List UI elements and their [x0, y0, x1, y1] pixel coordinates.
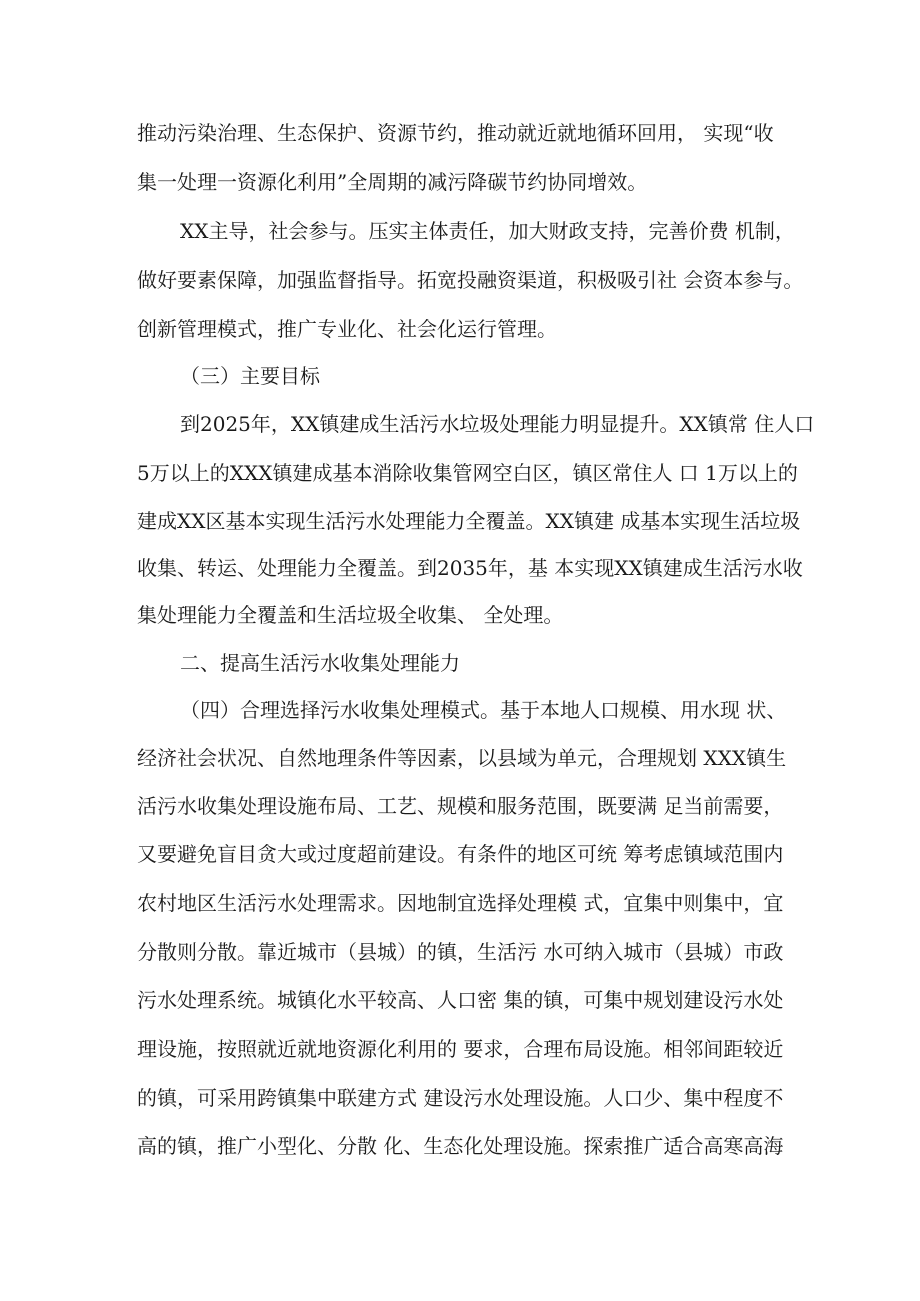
text-line: 创新管理模式，推广专业化、社会化运行管理。: [137, 317, 557, 341]
text-line: 污水处理系统。城镇化水平较高、人口密 集的镇，可集中规划建设污水处: [137, 988, 784, 1012]
text-line: 集处理能力全覆盖和生活垃圾全收集、 全处理。: [137, 603, 564, 627]
text-line: 集一处理一资源化利用”全周期的减污降碳节约协同增效。: [137, 170, 648, 194]
text-line: 5万以上的XXX镇建成基本消除收集管网空白区，镇区常住人 口 1万以上的: [137, 461, 798, 485]
text-line: 经济社会状况、自然地理条件等因素，以县域为单元，合理规划 XXX镇生: [137, 746, 787, 770]
text-line: 建成XX区基本实现生活污水处理能力全覆盖。XX镇建 成基本实现生活垃圾: [137, 509, 801, 533]
text-line: 分散则分散。靠近城市（县城）的镇，生活污 水可纳入城市（县城）市政: [137, 940, 784, 964]
text-line: 推动污染治理、生态保护、资源节约，推动就近就地循环回用， 实现“收: [137, 121, 774, 145]
text-line: 理设施，按照就近就地资源化利用的 要求，合理布局设施。相邻间距较近: [137, 1037, 784, 1061]
text-line: 做好要素保障，加强监督指导。拓宽投融资渠道，积极吸引社 会资本参与。: [137, 268, 804, 292]
text-line: 又要避免盲目贪大或过度超前建设。有条件的地区可统 筹考虑镇域范围内: [137, 842, 784, 866]
section-heading: 二、提高生活污水收集处理能力: [180, 651, 460, 675]
text-line: 高的镇，推广小型化、分散 化、生态化处理设施。探索推广适合高寒高海: [137, 1134, 784, 1158]
text-line: 收集、转运、处理能力全覆盖。到2035年，基 本实现XX镇建成生活污水收: [137, 556, 803, 580]
text-line: 农村地区生活污水处理需求。因地制宜选择处理模 式，宜集中则集中，宜: [137, 891, 784, 915]
text-line: XX主导，社会参与。压实主体责任，加大财政支持，完善价费 机制，: [180, 219, 795, 243]
text-line: 的镇，可采用跨镇集中联建方式 建设污水处理设施。人口少、集中程度不: [137, 1086, 784, 1110]
text-line: 到2025年，XX镇建成生活污水垃圾处理能力明显提升。XX镇常 住人口: [180, 412, 815, 436]
text-line: （四）合理选择污水收集处理模式。基于本地人口规模、用水现 状、: [180, 698, 787, 722]
text-line: 活污水收集处理设施布局、工艺、规模和服务范围，既要满 足当前需要，: [137, 794, 784, 818]
section-heading: （三）主要目标: [180, 364, 320, 388]
